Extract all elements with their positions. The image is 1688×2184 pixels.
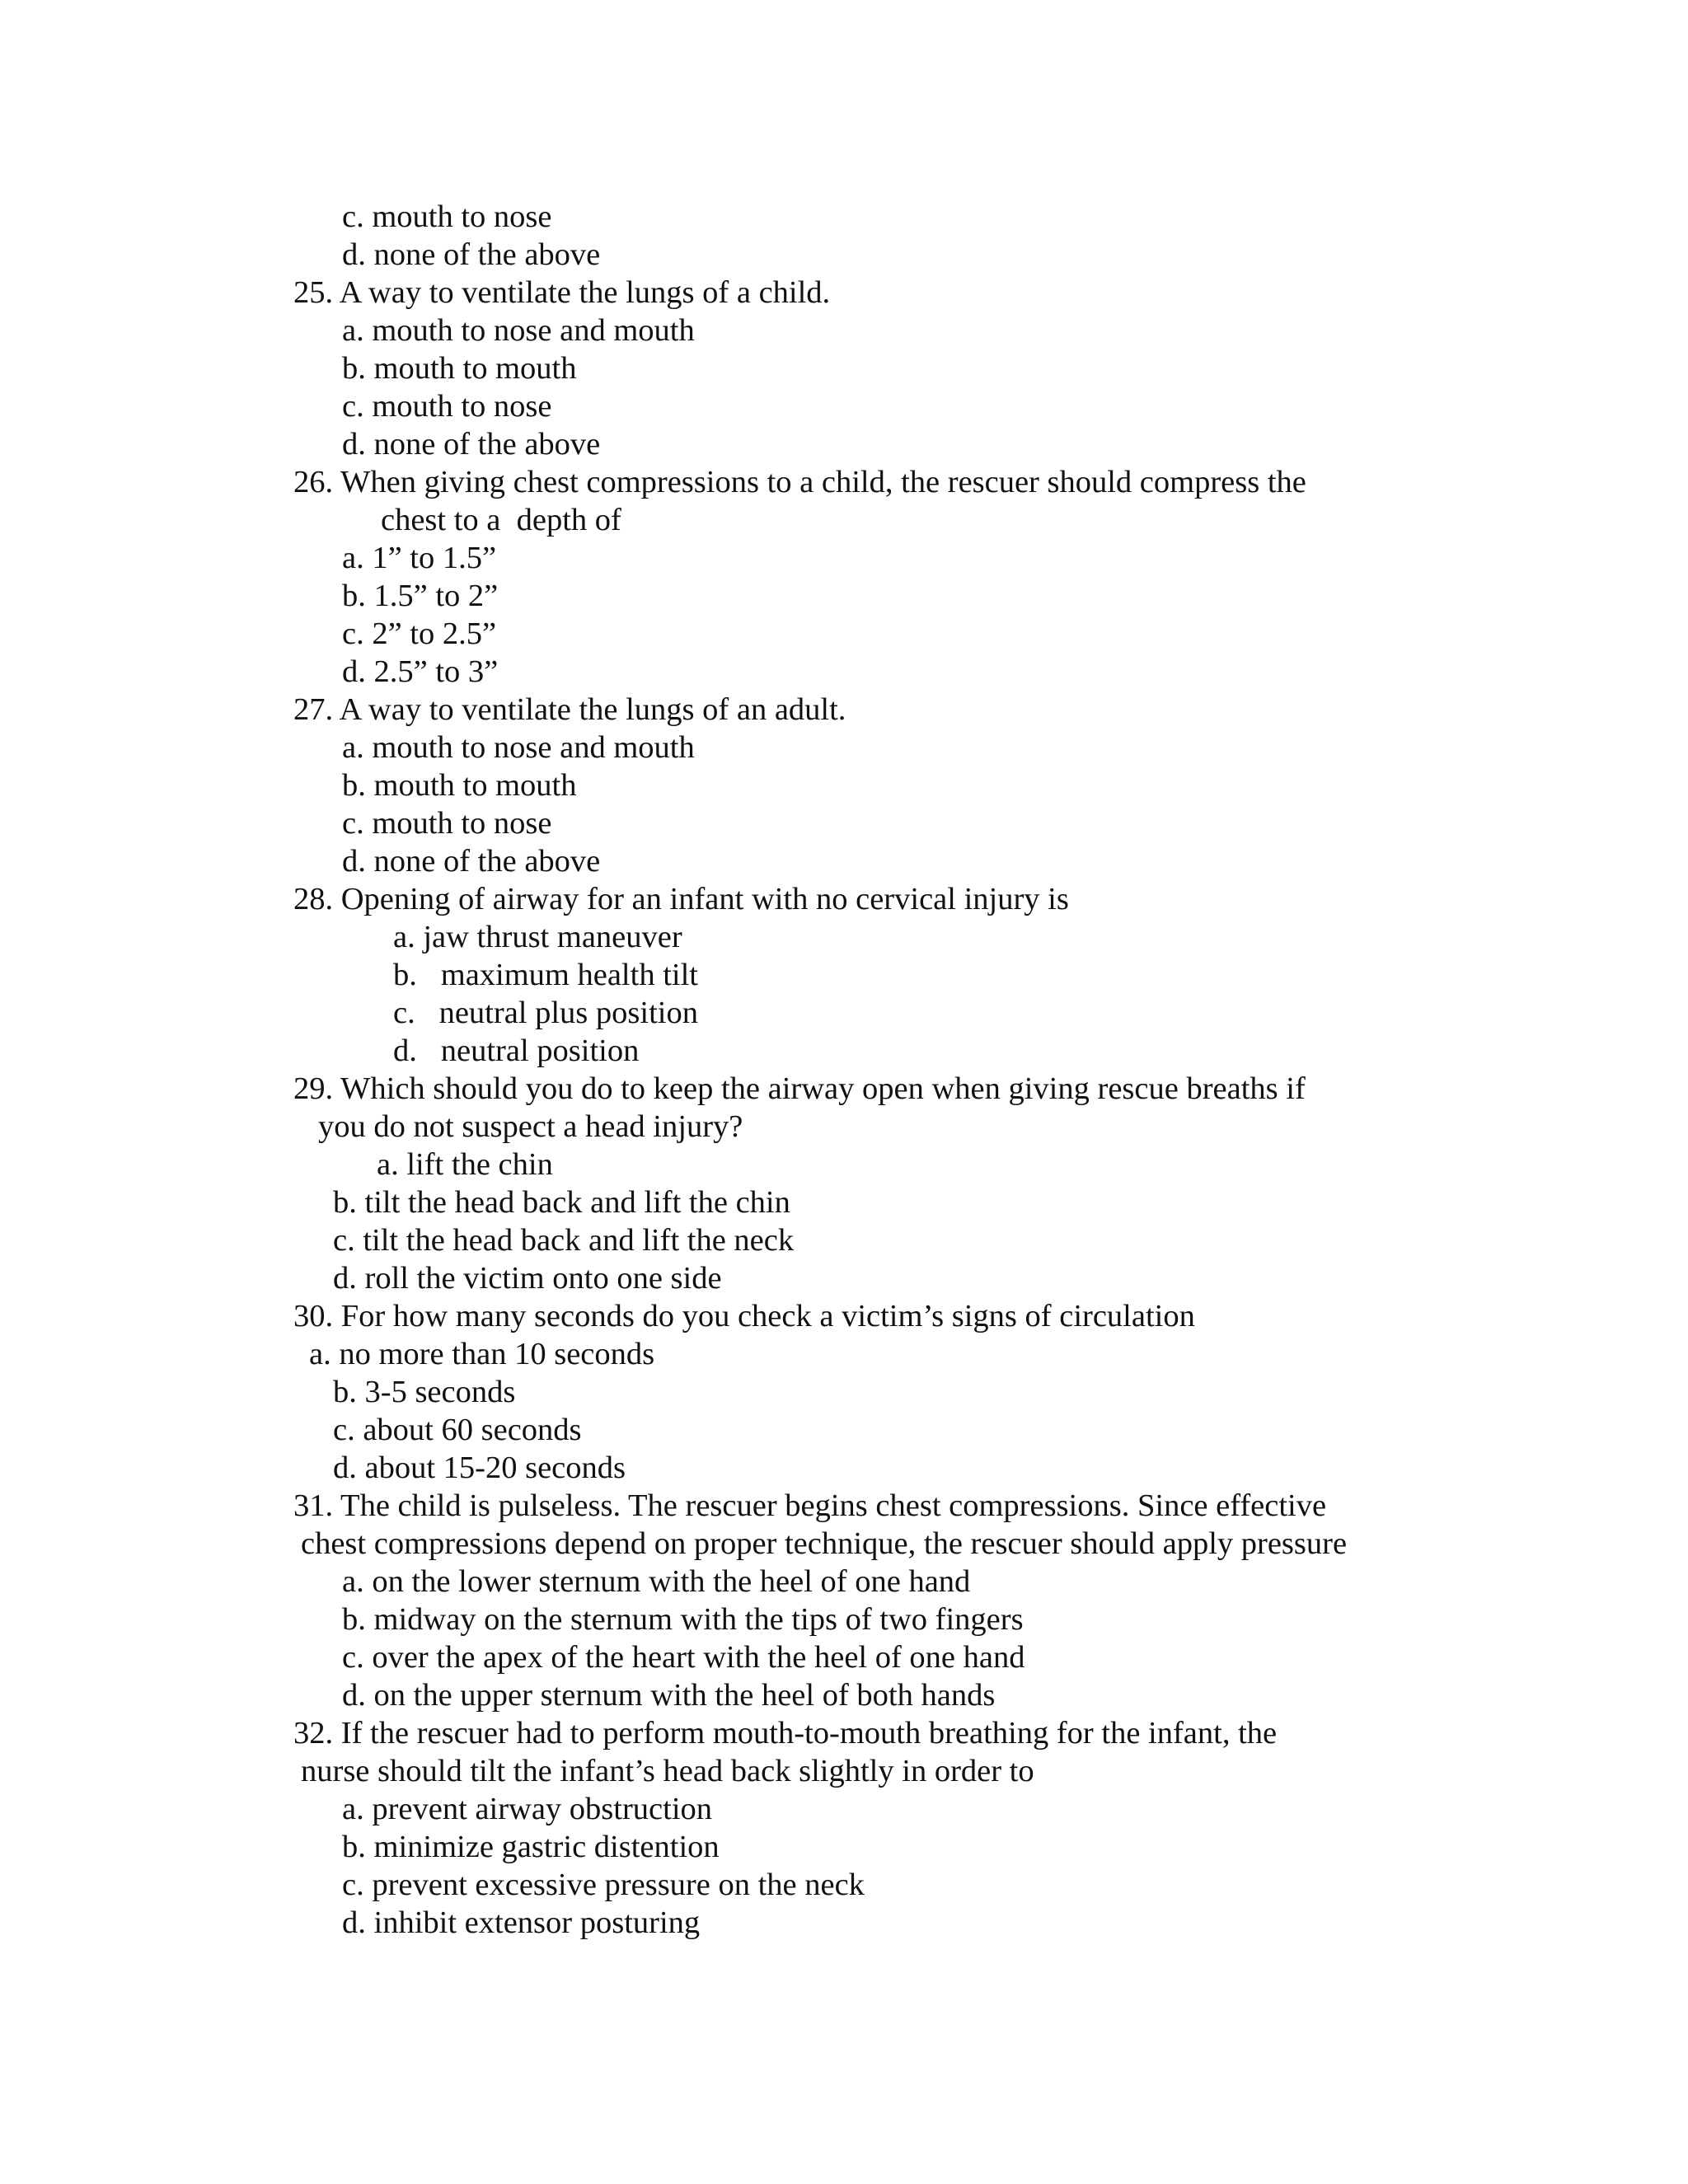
option-27b: b. mouth to mouth	[342, 768, 577, 803]
option-31a: a. on the lower sternum with the heel of one hand	[342, 1564, 971, 1599]
option-29d: d. roll the victim onto one side	[333, 1261, 722, 1296]
option-28b: b. maximum health tilt	[393, 958, 698, 992]
option-30a: a. no more than 10 seconds	[309, 1337, 655, 1371]
option-31b: b. midway on the sternum with the tips of two fingers	[342, 1602, 1024, 1637]
option-30d: d. about 15-20 seconds	[333, 1451, 626, 1485]
option-27d: d. none of the above	[342, 844, 601, 879]
option-32c: c. prevent excessive pressure on the neck	[342, 1868, 865, 1902]
question-29: 29. Which should you do to keep the airway open when giving rescue breaths if	[293, 1071, 1306, 1106]
question-30: 30. For how many seconds do you check a victim’s signs of circulation	[293, 1299, 1195, 1333]
option-30c: c. about 60 seconds	[333, 1413, 582, 1447]
option-25c: c. mouth to nose	[342, 389, 552, 424]
option-29a: a. lift the chin	[377, 1147, 553, 1182]
option-26d: d. 2.5” to 3”	[342, 654, 499, 689]
question-25: 25. A way to ventilate the lungs of a child.	[293, 275, 831, 310]
question-31-continued: chest compressions depend on proper technique, the rescuer should apply pressure	[301, 1526, 1348, 1561]
option-32b: b. minimize gastric distention	[342, 1830, 720, 1864]
option-26b: b. 1.5” to 2”	[342, 579, 499, 613]
option-25d: d. none of the above	[342, 427, 601, 462]
option-29c: c. tilt the head back and lift the neck	[333, 1223, 795, 1258]
option-28c: c. neutral plus position	[393, 996, 698, 1030]
option-29b: b. tilt the head back and lift the chin	[333, 1185, 790, 1220]
option-25b: b. mouth to mouth	[342, 351, 577, 386]
option-31c: c. over the apex of the heart with the heel of one hand	[342, 1640, 1025, 1675]
option-25a: a. mouth to nose and mouth	[342, 313, 695, 348]
question-32: 32. If the rescuer had to perform mouth-to-mouth breathing for the infant, the	[293, 1716, 1278, 1750]
option-28a: a. jaw thrust maneuver	[393, 920, 682, 954]
question-29-continued: you do not suspect a head injury?	[318, 1109, 743, 1144]
option-24d: d. none of the above	[342, 237, 601, 272]
option-28d: d. neutral position	[393, 1033, 640, 1068]
option-31d: d. on the upper sternum with the heel of both hands	[342, 1678, 996, 1713]
option-32a: a. prevent airway obstruction	[342, 1792, 713, 1826]
question-26-continued: chest to a depth of	[381, 503, 621, 537]
option-27a: a. mouth to nose and mouth	[342, 730, 695, 765]
question-26: 26. When giving chest compressions to a child, the rescuer should compress the	[293, 465, 1306, 499]
question-28: 28. Opening of airway for an infant with no cervical injury is	[293, 882, 1069, 916]
option-24c: c. mouth to nose	[342, 199, 552, 234]
question-32-continued: nurse should tilt the infant’s head back slightly in order to	[301, 1754, 1034, 1788]
question-27: 27. A way to ventilate the lungs of an adult.	[293, 692, 846, 727]
question-31: 31. The child is pulseless. The rescuer begins chest compressions. Since effective	[293, 1488, 1327, 1523]
option-26a: a. 1” to 1.5”	[342, 541, 497, 575]
option-32d: d. inhibit extensor posturing	[342, 1905, 701, 1940]
option-27c: c. mouth to nose	[342, 806, 552, 841]
option-26c: c. 2” to 2.5”	[342, 616, 497, 651]
option-30b: b. 3-5 seconds	[333, 1375, 516, 1409]
